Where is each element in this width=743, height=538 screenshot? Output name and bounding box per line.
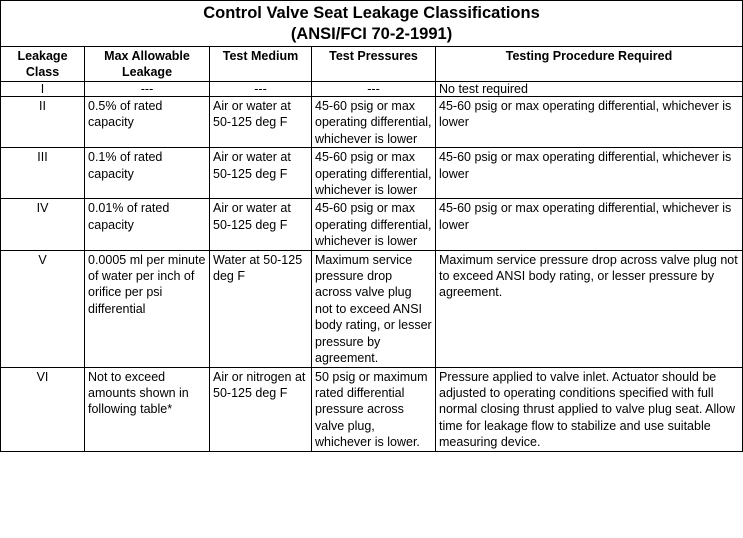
leakage-class-cell: II — [1, 97, 85, 148]
header-testing-procedure: Testing Procedure Required — [436, 47, 743, 82]
table-row — [1, 148, 743, 199]
leakage-class-cell: VI — [1, 367, 85, 451]
max-leakage-cell: 0.0005 ml per minute of water per inch of orifice per psi differential — [85, 250, 210, 367]
table-row — [1, 199, 743, 250]
test-pressures-cell: 45-60 psig or max operating differential, whichever is lower — [312, 148, 436, 199]
max-leakage-cell: --- — [85, 82, 210, 97]
table-row — [1, 367, 743, 451]
header-test-medium: Test Medium — [210, 47, 312, 82]
max-leakage-cell: 0.01% of rated capacity — [85, 199, 210, 250]
leakage-class-cell: I — [1, 82, 85, 97]
max-leakage-cell: 0.1% of rated capacity — [85, 148, 210, 199]
testing-procedure-cell: 45-60 psig or max operating differential, whichever is lower — [436, 199, 743, 250]
header-leakage-class: Leakage Class — [1, 47, 85, 82]
max-leakage-cell: 0.5% of rated capacity — [85, 97, 210, 148]
table-row — [1, 250, 743, 367]
test-medium-cell: --- — [210, 82, 312, 97]
test-medium-cell: Air or water at 50-125 deg F — [210, 199, 312, 250]
header-max-allowable-leakage: Max Allowable Leakage — [85, 47, 210, 82]
leakage-class-cell: IV — [1, 199, 85, 250]
test-pressures-cell: 45-60 psig or max operating differential, whichever is lower — [312, 97, 436, 148]
test-pressures-cell: 45-60 psig or max operating differential, whichever is lower — [312, 199, 436, 250]
leakage-class-cell: V — [1, 250, 85, 367]
leakage-class-cell: III — [1, 148, 85, 199]
testing-procedure-cell: 45-60 psig or max operating differential, whichever is lower — [436, 148, 743, 199]
testing-procedure-cell: Maximum service pressure drop across valve plug not to exceed ANSI body rating, or lesser pressure by agreement. — [436, 250, 743, 367]
test-pressures-cell: 50 psig or maximum rated differential pressure across valve plug, whichever is lower. — [312, 367, 436, 451]
title-line-1: Control Valve Seat Leakage Classifications — [203, 4, 540, 22]
max-leakage-cell: Not to exceed amounts shown in following table* — [85, 367, 210, 451]
table-title-row — [1, 1, 743, 47]
test-pressures-cell: --- — [312, 82, 436, 97]
test-medium-cell: Air or water at 50-125 deg F — [210, 148, 312, 199]
table-title — [1, 1, 743, 47]
testing-procedure-cell: No test required — [436, 82, 743, 97]
table-row — [1, 97, 743, 148]
test-medium-cell: Air or nitrogen at 50-125 deg F — [210, 367, 312, 451]
testing-procedure-cell: 45-60 psig or max operating differential, whichever is lower — [436, 97, 743, 148]
test-medium-cell: Air or water at 50-125 deg F — [210, 97, 312, 148]
title-line-2: (ANSI/FCI 70-2-1991) — [290, 25, 453, 43]
header-row — [1, 47, 743, 82]
table-row — [1, 82, 743, 97]
testing-procedure-cell: Pressure applied to valve inlet. Actuator should be adjusted to operating conditions specified with full normal closing thrust applied to valve plug seat. Allow time for leakage flow to stabilize and use suitable measuring device. — [436, 367, 743, 451]
header-test-pressures: Test Pressures — [312, 47, 436, 82]
test-medium-cell: Water at 50-125 deg F — [210, 250, 312, 367]
test-pressures-cell: Maximum service pressure drop across valve plug not to exceed ANSI body rating, or lesser pressure by agreement. — [312, 250, 436, 367]
